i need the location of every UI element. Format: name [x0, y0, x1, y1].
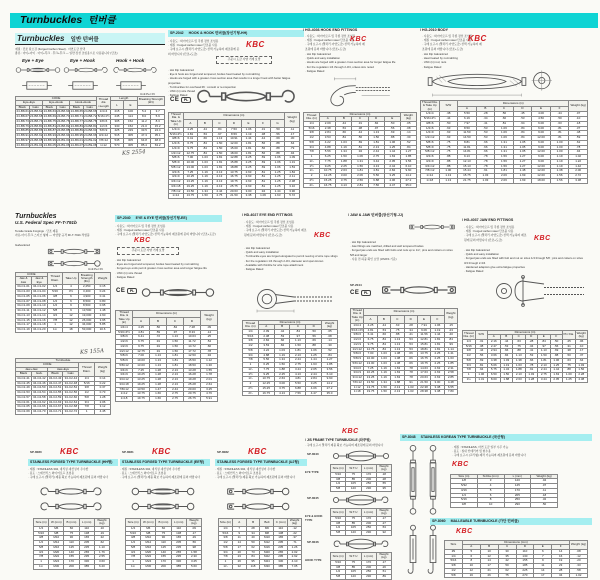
note-line: 재질 : 단조 탄소강 (Forged Carbon Steel) · 아연도금 선택 [15, 47, 86, 51]
hh-spec-table: Thread Dia. & Take Up (in) Dimensions (in) Weight (kg) A B C D E F G 1/4×4 4.25 .44 .84 7.50 1.06 .31 .50 .11 5/16×4½ 4.81 .53 .97 8.56 1.19 .38 .56 .17 3/8×6 6.41 .66 1.13 10.91 1.44 .44 .69 .30 1/2×6 6.75 .84 1.50 12.00 1.81 .56 .88 .64 1/2×9 9.75 .84 1.50 15.00 1.81 .56 .88 .79 1/2×12 12.75 .84 1.50 18.00 1.81 .56 .88 .94 5/8×6 7.00 1.03 1.81 12.88 2.25 .69 1.06 1.09 5/8×9 10.00 1.03 1.81 15.88 2.25 .69 1.06 1.31 5/8×12 13.00 1.03 1.81 18.88 2.25 .69 1.06 1.53 3/4×6 7.25 1.19 2.13 13.75 2.63 .81 1.25 1.84 3/4×9 10.25 1.19 2.13 16.75 2.63 .81 1.25 2.11 3/4×12 13.25 1.19 2.13 19.75 2.63 .81 1.25 2.38 3/4×18 19.25 1.19 2.13 25.75 2.63 .81 1.25 3.10 7/8×12 13.50 1.34 2.44 20.63 3.00 .94 1.44 3.90 1×12 13.75 1.50 2.75 21.50 3.38 1.06 1.63 5.72 [168, 112, 300, 204]
sp8081-title: STAINLESS FORGED TYPE TURNBUCKLE (EE형) [120, 459, 210, 466]
jawend-spec-table: Thread Dia. (in) S/W Dimensions (in) Pin Dia. Weight (kg) A B C D E F 1/4 .31 2.16 .44 .63 .28 .84 .50 .25 .06 5/16 .38 2.47 .53 .75 .34 .97 .56 .31 .10 3/8 .44 2.94 .66 .88 .41 1.13 .69 .38 .17 1/2 .56 3.66 .84 1.13 .53 1.50 .88 .50 .37 5/8 .69 4.38 1.03 1.38 .66 1.81 1.06 .63 .64 3/4 .81 5.06 1.19 1.63 .78 2.13 1.25 .75 1.03 7/8 .94 5.75 1.34 1.88 .91 2.44 1.44 .88 1.56 1 1.06 6.50 1.50 2.13 1.03 2.75 1.63 1.00 2.28 1¼ 1.31 8.00 1.88 2.63 1.28 3.44 2.05 1.25 4.38 [462, 330, 588, 426]
general-subtitle: 일반 턴버클 [70, 37, 99, 43]
eye-hook-drawing [63, 65, 109, 75]
bullet-line: · 재질 : STAINLESS 304, 내식성·내산성이 우수함 [28, 467, 89, 471]
kbc-logo: KBC [342, 428, 359, 435]
jis-type-label: EYE & HOOK TYPE [305, 514, 323, 523]
jaw-jaw-drawing [38, 246, 110, 257]
hook-end-fitting-drawing [305, 74, 393, 109]
sp8082-code: SP-8082 [217, 450, 229, 454]
pl-mark-icon: PL [361, 290, 370, 296]
general-title: Turnbuckles [17, 34, 65, 43]
bullet-line: · UNC (in) size thread [168, 88, 196, 93]
hh-turnbuckle-drawing [194, 86, 298, 107]
sp8080-bullets [28, 467, 114, 480]
kbc-logo: KBC [60, 447, 79, 456]
federal-header [15, 213, 77, 225]
bullet-line: · Fatigue Rated [305, 68, 325, 73]
note-line: 자유-아이·후크·스터브 형태 — 미연방 규격 FF-T-791b 적합품 [15, 233, 90, 238]
bullet-line: · 사용도 : 와이어로프 및 각종 장선 조임용 [464, 225, 515, 229]
hh-code: SP-2042 [170, 31, 184, 35]
korean-turnbuckle-drawing [424, 444, 442, 518]
bullet-line: · Fatigue Rated [464, 268, 484, 273]
bullet-line: · 재질 : STAINLESS 304, 내식성·내산성이 우수함 [215, 467, 276, 471]
bullet-line: · 용도 : 스테인리스 와이어로프 조임용 [120, 471, 167, 476]
jis-unit-code: SP-8040 [307, 452, 319, 456]
ee-spec-table: Thread Dia. & Take Up (in) Dimensions (in) Weight (kg) A B C D 1/4×4 4.25 .50 .84 7.28 .09 5/16×4½ 4.81 .59 .97 8.33 .14 3/8×6 6.41 .72 1.13 10.63 .25 1/2×6 6.75 .91 1.50 11.72 .54 1/2×9 9.75 .91 1.50 14.72 .66 1/2×12 12.75 .91 1.50 17.72 .78 5/8×6 7.00 1.13 1.81 12.50 .94 5/8×9 10.00 1.13 1.81 15.50 1.12 5/8×12 13.00 1.13 1.81 18.50 1.30 3/4×6 7.25 1.28 2.13 13.28 1.55 3/4×9 10.25 1.28 2.13 16.28 1.78 3/4×12 13.25 1.28 2.13 19.28 2.01 3/4×18 19.25 1.28 2.13 25.28 2.64 7/8×12 13.50 1.47 2.44 20.00 3.25 1×12 13.75 1.66 2.75 20.75 4.76 1×18 19.75 1.66 2.75 26.75 5.91 [115, 310, 218, 428]
kbc-logo: KBC [246, 40, 265, 49]
sp8082-drawing-bottom [223, 500, 293, 513]
bullet-line: · 사용도 : 와이어로프 및 각종 장선 조임용 [115, 224, 166, 228]
korean-turnbuckle-drawing [404, 444, 422, 518]
bullet-line: · 재질 : STAINLESS, 아연 도금 일부 수주 가능 [452, 445, 509, 449]
kbc-logo: KBC [468, 34, 487, 43]
bullet-line: · 재질 : Forged carbon steel 단조품 사용 [115, 228, 165, 233]
bullet-line: · 용도 : 스테인리스 와이어로프 조임용 [28, 471, 75, 476]
bullet-line: · Hot Dip Galvanized [422, 52, 448, 56]
bullet-line: · 구매 요구시 (열처리·아연도금) 선택 가능하며 제조원에 문의 바랍니다 (단조+도금) [115, 232, 216, 237]
sp8048-table: Size (in) St.Dia (mm) L (mm) Weight (kg) 1/8 3 120 .04 5/32 4 145 .07 3/16 5 170 .11 1/4 6 205 .18 5/16 8 250 .32 3/8 10 290 .50 [450, 474, 558, 508]
sp8060-table: Size Dimensions (mm) Weight (kg) A B C D E F #9 5 10 30 110 6 14 .08 1/4 6 12 35 130 7 16 .12 5/16 8 14 42 155 9 19 .20 3/8 10 17 50 185 11 23 .33 1/2 12 21 62 225 14 28 .58 5/8 16 26 75 270 17 34 1.02 [444, 540, 588, 578]
sp8082-drawing-top [223, 485, 293, 498]
eye-end-fitting-drawing [246, 283, 336, 315]
malleable-turnbuckle-drawing [424, 524, 442, 578]
bullet-line: · Turnbuckles for overhead lift : consult or re-inspection [168, 84, 237, 89]
bullet-line: · Hot Dip Galvanized [244, 246, 270, 250]
sp8082-title: STAINLESS FORGED TYPE TURNBUCKLE (UJ형) [215, 459, 307, 466]
jis-type-label: EYE TYPE [305, 470, 319, 474]
plating-note-box: 주문시 도금 사양 기재 요망 [117, 247, 179, 255]
jis-unit-code: SP-8045 [307, 496, 319, 500]
ee-title: EYE & EYE 턴버클(장선기형-EE) [135, 216, 187, 220]
body-title: \ HG-2010 BODY [420, 28, 448, 32]
type-label-hook-hook: Hook + Hook [116, 58, 145, 63]
bullet-line: · Forged eye ends permit greater cross section area and longer fatigue life [115, 266, 207, 271]
section-general [15, 33, 165, 55]
jis-type-label: HOOK TYPE [305, 558, 322, 562]
bullet-line: · For the regulation 1/4 through 2-3/4, diameter and span known [244, 258, 324, 263]
unit-note: Unit:Per Pc [88, 267, 104, 271]
bullet-line: · Forged jaw ends are fitted with bolt and nut on sizes 1/4 through 5/8 ; pins and cotters on sizes 3/4 through 2-3/4 [464, 256, 583, 265]
jis-eye-hook-frame-drawing [331, 493, 391, 507]
bullet-line: · 구매 요구시 (고리형) 제작 가능하며 제조원에 문의 바랍니다 [452, 453, 526, 458]
bullet-line: · 사용도 : 와이어로프 및 각종 장선 조임용 [244, 220, 295, 224]
eyeend-spec-table: Thread Dia. (in) Dimensions (in) Weight (kg) A B C D 1/4 2.09 .44 .84 .50 .05 5/16 2.38 .53 .97 .56 .08 3/8 2.84 .66 1.13 .69 .14 1/2 3.53 .84 1.50 .88 .30 5/8 4.22 1.03 1.81 1.06 .52 3/4 4.88 1.19 2.13 1.25 .84 7/8 5.56 1.34 2.44 1.44 1.27 1 6.25 1.50 2.75 1.63 1.85 1¼ 7.75 1.88 3.44 2.05 3.56 1½ 9.25 2.25 4.13 2.44 6.10 1¾ 10.75 2.63 4.81 2.84 9.60 2 12.25 3.00 5.50 3.25 14.2 2½ 15.25 3.75 6.88 4.06 27.2 2¾ 16.75 4.13 7.56 4.47 35.0 [242, 320, 338, 426]
sp8081-code: SP-8081 [122, 450, 134, 454]
sp8081-drawing-top [128, 485, 198, 498]
dimension-sketch [66, 79, 100, 92]
bullet-line: · 재질 : Forged carbon steel 단조품 사용 [464, 229, 514, 234]
jawend-title: \ HG-4037 JAW END FITTINGS [462, 218, 514, 222]
sp8048-header [400, 434, 592, 441]
bullet-line: · Forged jaw ends are fitted with bolts and nuts up to 1/2 ; pins and cotters on sizes 5/8 and larger [350, 248, 453, 257]
bullet-line: · Eye & hook are forged and tempered, bodies heat treated by normalizing [168, 72, 260, 77]
ee-feature-bullets [115, 258, 218, 279]
bullet-line: · Fatigue Rated [422, 64, 442, 69]
jis-eye-hook-table: Size (in) W.T.U L (mm) Weight (kg) 5/16 75 170 .17 3/8 85 200 .27 1/2 105 250 .53 5/8 120 290 .92 [330, 508, 392, 532]
bullet-line: · 재질 : STAINLESS 304, 내식성·내산성이 우수함 [120, 467, 181, 471]
ce-pl-marks [170, 97, 191, 103]
bullet-line: · Turnbuckle eyes are forged elongated to permit reeving of wire rope slings [244, 254, 338, 259]
bullet-line: · Hot Dip Galvanized [464, 248, 490, 252]
sp8060-title: MALLEABLE TURNBUCKLE (가단 턴버클) [450, 519, 519, 523]
federal-spec-table: CODE Thread Diam. Take Up Breaking Strength (lbs) Weight Jaw & Jaw Jaw & Eye 34-C1-01 34-C1-02 1/4 4 2,250 0.15 34-C1-03 34-C1-04 5/16 4½ 3,400 0.24 34-C1-05 34-C1-06 3/8 6 4,900 0.41 34-C1-07 34-C1-08 1/2 6 8,500 0.80 34-C1-09 34-C1-10 1/2 9 8,500 0.95 34-C1-11 34-C1-12 5/8 9 13,500 1.48 34-C1-13 34-C1-14 3/4 12 19,000 2.60 34-C1-15 34-C1-16 7/8 12 26,000 3.95 34-C1-17 34-C1-18 1 12 34,000 5.85 34-C1-19 34-C1-20 1¼ 18 53,000 10.6 [15, 272, 111, 350]
sp8060-header [430, 518, 592, 525]
jis-bullet: · 구매 요구시 열처리 제품 확보 가능하며 제조원에 문의 바랍니다 [305, 443, 384, 447]
kbc-logo: KBC [314, 232, 331, 239]
bullet-line: · 재질 : Forged carbon steel 단조품 사용 [244, 224, 294, 229]
malleable-turnbuckle-drawing [404, 524, 422, 578]
sp8082-bullets [215, 467, 303, 480]
jis-unit-code: SP-8046 [307, 540, 319, 544]
sp8080-code: SP-8080 [30, 450, 42, 454]
kbc-logo: KBC [456, 528, 473, 535]
kbc-logo: KBC [534, 235, 551, 242]
jis-eye-table: Size (in) W.T.U L (mm) Weight (kg) 5/16 75 170 .18 3/8 85 200 .28 1/2 105 250 .55 5/8 120 290 .95 [330, 464, 392, 488]
ee-code: SP-2040 [117, 216, 131, 220]
plating-note-box: 주문시 도금 사양 기재 요망 [216, 56, 272, 64]
jawend-bullets [464, 225, 528, 242]
eyeend-feature-bullets [244, 246, 338, 271]
ce-pl-marks [116, 288, 137, 294]
sp8082-table: Size (in) A B Bolt C (mm) Weight (kg) 1/4 7 28 M6 110 .12 5/16 9 34 M8 138 .22 3/8 11 40 M10 165 .37 1/2 14 50 M12 205 .71 5/8 17 62 M16 235 1.26 3/4 20 73 M20 265 2.02 7/8 23 84 M22 295 2.92 1 26 95 M24 330 4.10 1¼ 32 118 M30 385 7.05 [218, 518, 302, 562]
bullet-line: · Hooks are forged with a greater cross section area for longer fatigue life [305, 60, 396, 65]
bullet-line: · Fatigue Rated [115, 274, 135, 279]
note-line: Tensile Grade Forgings · 단조 제품 [15, 229, 58, 233]
jaw-end-fitting-drawing [492, 272, 587, 310]
bullet-line: · Hot Dip Galvanized [115, 258, 141, 262]
body-drawing [426, 68, 558, 97]
type-label-eye-eye: Eye + Eye [22, 58, 44, 63]
bullet-line: · 구매 요구시 (열처리·아연도금) 선택 가능하며 제조원에 문의 바랍니다 (단조+도금) [244, 228, 307, 237]
kbc-logo: KBC [452, 461, 469, 468]
bullet-line: · Heat treated by normalizing [422, 56, 458, 61]
general-spec-table: CODE Thread dia ×Length Length Breaking Strength (kN) Eye+Eye Eye+Hook Hook+Hook L E Black Galv. Black Galv. Black Galv. 24-B8-61 24-B8-62 24-B8-63 24-B8-64 24-B8-65 24-B8-66 1/4×4 215 100 5.2 3.7 24-B8-67 24-B8-68 24-B8-69 24-B8-70 24-B8-71 24-B8-72 5/16×4½ 245 114 8.0 5.9 24-B8-73 24-B8-74 24-B8-75 24-B8-76 24-B8-77 24-B8-78 3/8×6 305 152 11.2 8.3 24-B8-79 24-B8-80 24-B8-81 24-B8-82 24-B8-83 24-B8-84 1/2×6 330 152 21.0 15.2 24-B8-85 24-B8-86 24-B8-87 24-B8-88 24-B8-89 24-B8-90 5/8×9 425 229 33.5 24.4 24-B8-91 24-B8-92 24-B8-93 24-B8-94 24-B8-95 24-B8-96 3/4×12 515 305 47.3 35.1 24-B8-97 24-B8-98 24-B8-99 24-B9-00 24-B9-01 24-B9-02 7/8×12 545 305 64.8 48.0 24-B9-03 24-B9-04 24-B9-05 24-B9-06 24-B9-07 24-B9-08 1×12 570 305 85.4 63.2 [15, 96, 165, 202]
dimension-sketch [20, 79, 54, 92]
bullet-line: · 구매 요구시 (열처리) 제품 확보 가능하며 제조원에 문의 바랍니다 [28, 475, 109, 480]
bullet-line: · Hot Dip Galvanized [305, 52, 331, 56]
ce-mark-icon: CE [116, 288, 126, 294]
galvanized-label: Galvanized [15, 243, 31, 247]
federal-code-table: Turnbuckle CODE Thread Diam. Weight (kg) Jaw+Jaw Jaw+Eye Black Galv. Black Galv. 34-C2-41 34-C2-42 34-C2-43 34-C2-44 1/4 0.14 34-C2-45 34-C2-46 34-C2-47 34-C2-48 5/16 0.22 34-C2-49 34-C2-50 34-C2-51 34-C2-52 3/8 0.37 34-C2-53 34-C2-54 34-C2-55 34-C2-56 1/2 0.73 34-C2-57 34-C2-58 34-C2-59 34-C2-60 5/8 1.28 34-C2-61 34-C2-62 34-C2-63 34-C2-64 3/4 2.06 34-C2-65 34-C2-66 34-C2-67 34-C2-68 7/8 3.12 34-C2-69 34-C2-70 34-C2-71 34-C2-72 1 4.45 [15, 358, 111, 430]
federal-notes [15, 229, 115, 237]
bullet-line: · Hot Dip Galvanized [350, 240, 376, 244]
ce-mark-icon: CE [170, 97, 180, 103]
bullet-line: · 용도 : 스테인리스 와이어로프 조임용 [215, 471, 262, 476]
bullet-line: · Hooks are forged with a greater cross section area that results in a longer hook with better fatigue properties [168, 76, 291, 85]
hh-header [168, 30, 304, 37]
sp8080-table: Size (in) W (mm) B (mm) L (mm) Weight (kg) 1/4 M6 60 110 .10 5/16 M8 75 138 .19 3/8 M10 90 165 .32 1/2 M12 110 205 .62 5/8 M16 125 235 1.10 3/4 M20 140 265 1.76 7/8 M22 155 295 2.55 1 M24 170 330 3.60 1¼ M30 200 385 6.20 [33, 518, 110, 562]
sp8048-bullets [452, 445, 586, 458]
bullet-line: · Available with thimble for wire rope attachment [244, 262, 304, 267]
ce-mark-icon: CE [350, 290, 360, 296]
jawend-feature-bullets [464, 248, 584, 273]
sp8048-code: SP-8048 [402, 435, 416, 439]
jj-code: SP-2044 [350, 283, 362, 287]
general-header [15, 33, 165, 45]
bullet-line: · UNC (in) rod, nuts [422, 60, 447, 65]
bullet-line: · 용도 : 실내 인테리어 및 현수용 [452, 449, 491, 454]
jis-eye-frame-drawing [331, 449, 391, 463]
ee-header [115, 215, 222, 222]
federal-subtitle: U.S. Federal Spec FF-T-791b [15, 220, 77, 225]
jis-hook-table: Size (in) W.T.U L (mm) Weight (kg) 5/16 75 170 .17 3/8 85 200 .26 1/2 105 250 .51 5/8 120 290 .89 [330, 552, 392, 576]
note-line: 종류 : 아이+아이 · 아이+후크 · 후크+후크 — 일반 장선 조임용으로 사용됩니다 (단조) [15, 51, 118, 56]
bullet-line: · Jaw fittings are matched, drilled and well tempered bodies [350, 244, 424, 249]
bullet-line: · 구매 요구시 (열처리) 제품 확보 가능하며 제조원에 문의 바랍니다 [120, 475, 201, 480]
bullet-line: · 재질 : Forged carbon steel 단조품 사용 [168, 43, 218, 48]
bullet-line: · 재질 : Forged carbon steel 단조품 사용 [305, 38, 355, 43]
hookend-title: \ HG-4036 HOOK END FITTINGS [303, 28, 358, 32]
hh-title: HOOK & HOOK 턴버클(장선기형-HH) [188, 31, 248, 35]
bullet-line: · 구매 요구시 (열처리·아연도금) 선택 가능하며 제조원에 문의 바랍니다 (단조+도금) [464, 233, 527, 242]
hookend-feature-bullets [305, 52, 415, 73]
bullet-line: · 사용 전 하중 확인 요망 (JIS/KS 기준) [350, 256, 397, 261]
type-label-eye-hook: Eye + Hook [70, 58, 95, 63]
hookend-spec-table: Thread Dia. (in) Dimensions (in) Weight (kg) A B C D E 1/4 2.09 .44 .31 .84 .50 .05 5/16 2.38 .53 .38 .97 .56 .08 3/8 2.84 .66 .44 1.13 .69 .14 1/2 3.53 .84 .56 1.50 .88 .30 5/8 4.22 1.03 .69 1.81 1.06 .52 3/4 4.88 1.19 .81 2.13 1.25 .84 7/8 5.56 1.34 .94 2.44 1.44 1.27 1 6.25 1.50 1.06 2.75 1.63 1.85 1¼ 7.75 1.88 1.31 3.44 2.05 3.56 1½ 9.25 2.25 1.56 4.13 2.44 6.10 1¾ 10.75 2.63 1.81 4.81 2.84 9.60 2 12.25 3.00 2.06 5.50 3.25 14.2 2½ 15.25 3.75 2.56 6.88 4.06 27.2 2¾ 16.75 4.13 2.81 7.56 4.47 35.0 [303, 112, 417, 204]
kbc-logo: KBC [350, 36, 367, 43]
jis-hook-frame-drawing [331, 537, 391, 551]
bullet-line: · 구매 요구시 (열처리·아연도금) 선택 가능하며 제조원에 문의 바랍니다 (단조+도금) [168, 47, 240, 56]
bullet-line: · 구매 요구시 (열처리) 제품 확보 가능하며 제조원에 문의 바랍니다 [215, 475, 296, 480]
ee-turnbuckle-drawing [140, 285, 216, 300]
bullet-line: · 사용도 : 와이어로프 및 각종 장선 조임용 [305, 34, 356, 38]
page-title-en: Turnbuckles [20, 14, 83, 26]
bullet-line: · Quick and easy installation [244, 250, 279, 255]
bullet-line: · 사용도 : 와이어로프 및 각종 장선 조임용 [168, 39, 219, 43]
bullet-line: · 구매 요구시 (열처리·아연도금) 선택 가능하며 제조원에 문의 바랍니다 (단조+도금) [305, 42, 365, 51]
eye-eye-drawing [15, 65, 61, 75]
jj-turnbuckle-drawing [380, 282, 458, 298]
federal-title: Turnbuckles [15, 213, 57, 220]
unit-note: Unit:Per Pc [140, 92, 156, 96]
bullet-line: · 재질 : Forged carbon steel 단조품 사용 [422, 38, 472, 43]
ee-bullets [115, 224, 218, 237]
hook-hook-drawing [112, 65, 158, 75]
dimension-sketch [114, 79, 148, 92]
pl-mark-icon: PL [181, 97, 190, 103]
bullet-line: · Fatigue Rated [244, 266, 264, 271]
kbc-logo: KBC [134, 237, 151, 244]
bullet-line: · 사용도 : 와이어로프 및 각종 장선 조임용 [422, 34, 473, 38]
sp8080-title: STAINLESS FORGED TYPE TURNBUCKLE (HH형) [28, 459, 118, 466]
bullet-line: · Hardened adaptors give extra fatigue properties [464, 264, 525, 269]
jj-title: \ JAW & JAW 턴버클(장선기형-JJ) [348, 213, 404, 217]
page-title-ko: 턴버클 [88, 15, 116, 26]
bullet-line: · For the regulation 1/4 through 2-3/4, unless size noted [305, 64, 374, 69]
page-title-banner [10, 13, 598, 28]
bullet-line: · Eyes are forged and tempered, bodies heat treated by normalizing [115, 262, 199, 267]
bullet-line: · Quick and easy installation [464, 252, 499, 257]
bullet-line: · Fatigue Rated [168, 93, 188, 98]
eyeend-bullets [244, 220, 308, 237]
ks-stamp: KS 155A [79, 348, 105, 356]
bullet-line: · 구매 요구시 (열처리·아연도금) 선택 가능하며 제조원에 문의 바랍니다 (단조+도금) [422, 42, 482, 51]
jis-title: \ JIS FRAME TYPE TURNBUCKLE (와쿠형) [305, 438, 371, 442]
jj-small-sketch [408, 222, 456, 232]
jj-feature-bullets [350, 240, 456, 261]
sp8048-title: STAINLESS KOREAN TYPE TURNBUCKLE (국산형) [420, 435, 505, 439]
sp8060-code: SP-8060 [432, 519, 446, 523]
bullet-line: · Hot Dip Galvanized [168, 68, 194, 72]
body-feature-bullets [422, 52, 522, 69]
ks-stamp: KS 2554 [121, 149, 146, 157]
kbc-logo: KBC [152, 447, 171, 456]
ce-pl-marks [350, 290, 371, 296]
jj-spec-table: Thread Dia. & Take Up (in) Dimensions (in) Weight (kg) A B C D E F 1/4×4 4.25 .44 .63 .28 7.91 1.06 .15 5/16×4½ 4.81 .53 .75 .34 9.06 1.19 .23 3/8×6 6.41 .66 .88 .41 11.56 1.44 .40 1/2×6 6.75 .84 1.13 .53 12.81 1.81 .84 1/2×9 9.75 .84 1.13 .53 15.81 1.81 .99 1/2×12 12.75 .84 1.13 .53 18.81 1.81 1.14 5/8×6 7.00 1.03 1.38 .66 13.75 2.25 1.41 5/8×9 10.00 1.03 1.38 .66 16.75 2.25 1.63 5/8×12 13.00 1.03 1.38 .66 19.75 2.25 1.85 3/4×6 7.25 1.19 1.63 .78 14.63 2.63 2.31 3/4×9 10.25 1.19 1.63 .78 17.63 2.63 2.58 3/4×12 13.25 1.19 1.63 .78 20.63 2.63 2.85 7/8×12 13.50 1.34 1.88 .91 21.50 3.00 4.48 1×12 13.75 1.50 2.13 1.03 22.38 3.38 6.55 1×18 19.75 1.50 2.13 1.03 28.38 3.38 7.80 [350, 308, 458, 428]
kbc-logo: KBC [248, 447, 267, 456]
hh-bullets [168, 39, 240, 56]
eyeend-title: \ HD-4027 EYE END FITTINGS [242, 213, 293, 217]
sp8080-drawing-bottom [36, 500, 106, 513]
pl-mark-icon: PL [127, 288, 136, 294]
bullet-line: · UNC (in) size thread [115, 270, 143, 275]
sp8081-drawing-bottom [128, 500, 198, 513]
body-spec-table: Thread Dia. & Take Up (in) S/W Dimensions (in) Weight (kg) A B C D E F 1/4×4 .38 5.50 .28 .56 .45 4.00 .44 .07 5/16×4½ .44 6.19 .34 .66 .53 4.50 .50 .10 3/8×6 .50 7.97 .41 .81 .64 6.00 .63 .18 1/2×6 .63 8.50 .53 1.06 .84 6.00 .81 .37 1/2×9 .63 11.50 .53 1.06 .84 9.00 .81 .48 1/2×12 .63 14.50 .53 1.06 .84 12.00 .81 .59 5/8×6 .75 8.81 .66 1.31 1.05 6.00 1.00 .62 5/8×9 .75 11.81 .66 1.31 1.05 9.00 1.00 .78 5/8×12 .75 14.81 .66 1.31 1.05 12.00 1.00 .94 3/4×6 .88 9.13 .78 1.56 1.27 6.00 1.19 1.02 3/4×9 .88 12.13 .78 1.56 1.27 9.00 1.19 1.22 3/4×12 .88 15.13 .78 1.56 1.27 12.00 1.19 1.42 7/8×12 1.00 15.44 .91 1.81 1.48 12.00 1.38 2.00 1×12 1.13 15.75 1.03 2.06 1.69 12.00 1.56 2.72 1×18 1.13 21.75 1.03 2.06 1.69 18.00 1.56 3.38 [420, 100, 588, 200]
general-notes [15, 47, 165, 55]
sp8081-bullets [120, 467, 206, 480]
sp8081-table: Size (in) W (mm) B (mm) L (mm) Weight (kg) 1/4 M6 60 110 .09 5/16 M8 75 138 .17 3/8 M10 90 165 .29 1/2 M12 110 205 .56 5/8 M16 125 235 .98 3/4 M20 140 265 1.58 7/8 M22 155 295 2.30 1 M24 170 330 3.25 1¼ M30 200 385 5.60 [125, 518, 202, 562]
sp8080-drawing-top [36, 485, 106, 498]
bullet-line: · Quick and easy installation [305, 56, 340, 61]
